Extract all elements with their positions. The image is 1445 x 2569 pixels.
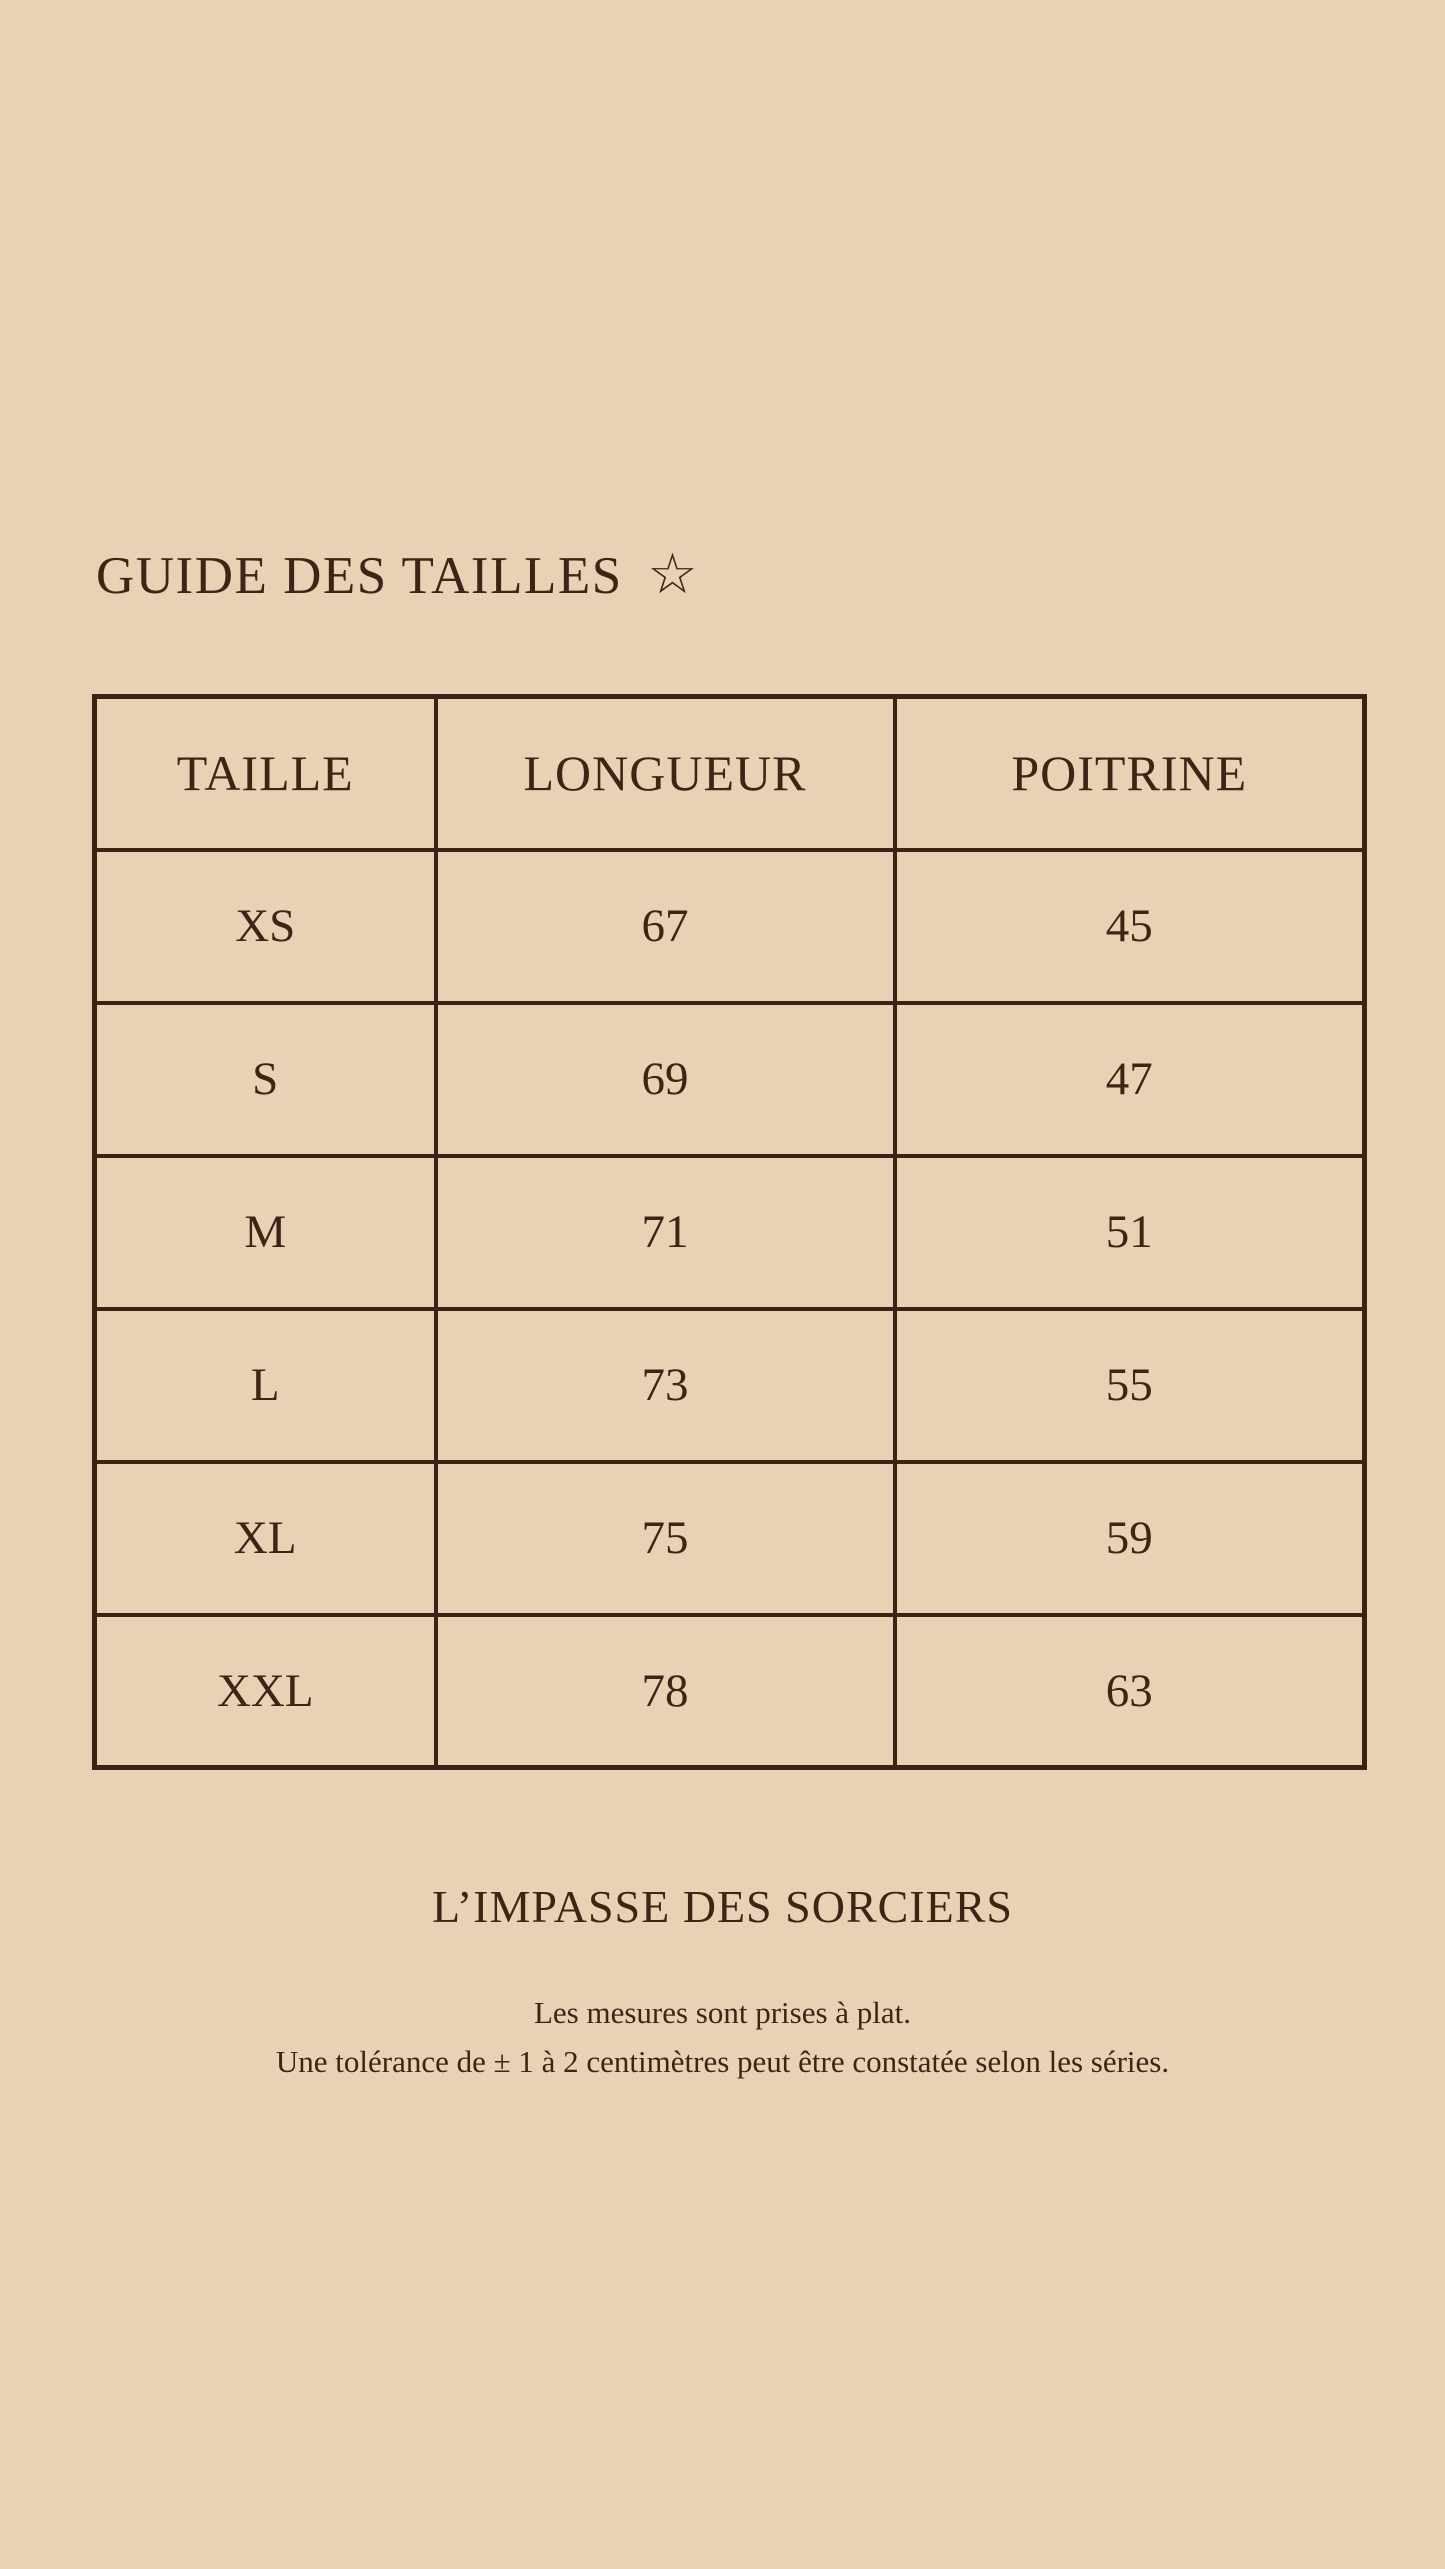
header-poitrine: POITRINE [895, 697, 1365, 850]
header-longueur: LONGUEUR [436, 697, 895, 850]
measurement-notes [0, 1988, 1445, 2086]
header-taille: TAILLE [95, 697, 436, 850]
cell-longueur: 69 [436, 1003, 895, 1156]
page-title-text: GUIDE DES TAILLES [96, 547, 623, 605]
cell-longueur: 71 [436, 1156, 895, 1309]
cell-longueur: 75 [436, 1462, 895, 1615]
cell-longueur: 78 [436, 1615, 895, 1768]
cell-poitrine: 51 [895, 1156, 1365, 1309]
note-line-2: Une tolérance de ± 1 à 2 centimètres peut être constatée selon les séries. [275, 2044, 1170, 2079]
table-row [95, 1462, 1365, 1615]
brand-title: L’IMPASSE DES SORCIERS [431, 1881, 1013, 1932]
cell-taille: XS [95, 850, 436, 1003]
cell-poitrine: 45 [895, 850, 1365, 1003]
cell-poitrine: 47 [895, 1003, 1365, 1156]
cell-longueur: 67 [436, 850, 895, 1003]
cell-poitrine: 59 [895, 1462, 1365, 1615]
cell-poitrine: 63 [895, 1615, 1365, 1768]
table-row [95, 1003, 1365, 1156]
cell-poitrine: 55 [895, 1309, 1365, 1462]
size-table [92, 694, 1367, 1770]
cell-taille: L [95, 1309, 436, 1462]
cell-longueur: 73 [436, 1309, 895, 1462]
cell-taille: S [95, 1003, 436, 1156]
page-title [96, 542, 699, 607]
table-row [95, 1156, 1365, 1309]
cell-taille: XL [95, 1462, 436, 1615]
cell-taille: M [95, 1156, 436, 1309]
table-header-row [95, 697, 1365, 850]
note-line-1: Les mesures sont prises à plat. [533, 1995, 912, 2030]
star-icon: ☆ [647, 544, 700, 606]
table-row [95, 1615, 1365, 1768]
table-row [95, 850, 1365, 1003]
table-row [95, 1309, 1365, 1462]
cell-taille: XXL [95, 1615, 436, 1768]
footer [0, 1880, 1445, 2086]
